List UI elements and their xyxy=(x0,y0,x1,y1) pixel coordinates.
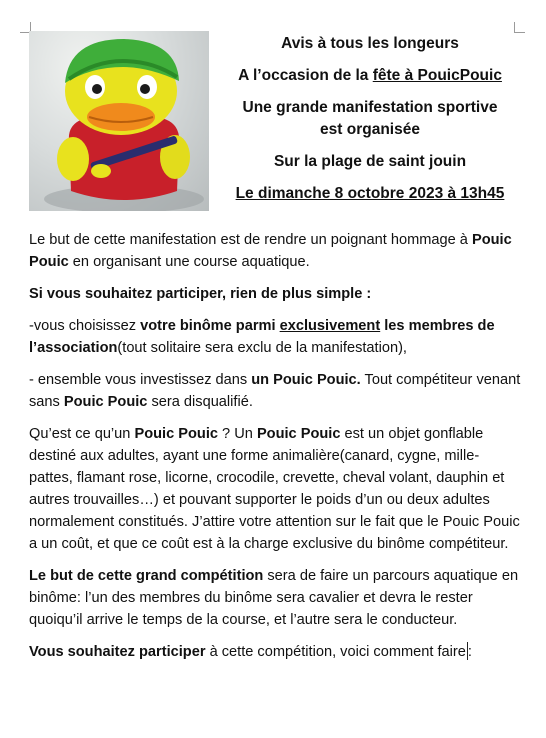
p3-text-e: (tout solitaire sera exclu de la manifestation), xyxy=(117,340,407,356)
p3-text-a: -vous choisissez xyxy=(29,318,141,334)
paragraph-5 xyxy=(29,423,523,555)
p7-text-c: : xyxy=(467,644,472,660)
p5-text-e: est un objet gonflable destiné aux adultes, ayant une forme animalière(canard, cygne, mille-pattes, flamant rose, licorne, crocodile, crevette, cheval volant, dauphin et autres trouvailles…) et pouvant supporter le poids d’un ou deux adultes normalement constitués. J’attire votre attention sur le fait que le Pouic Pouic a un coût, et que ce coût est à la charge exclusive du binôme compétiteur. xyxy=(29,426,520,552)
p7-text-b: à cette compétition, voici comment faire xyxy=(205,644,466,660)
document-body xyxy=(29,229,523,673)
heading-line-2-underlined: fête à PouicPouic xyxy=(372,67,502,84)
heading-line-4: Sur la plage de saint jouin xyxy=(273,153,467,170)
paragraph-2 xyxy=(29,283,523,305)
p6-bold: Le but de cette grand compétition xyxy=(29,568,264,584)
p4-text-e: sera disqualifié. xyxy=(147,394,253,410)
paragraph-1 xyxy=(29,229,523,273)
p2-bold: Si vous souhaitez participer, rien de plus simple : xyxy=(29,286,372,302)
p6-text-b: sera de faire un parcours aquatique en binôme: l’un des membres du binôme sera cavalier et devra le rester quoiqu’il arrive le temps de la course, et l’autre sera le conducteur. xyxy=(29,568,519,628)
heading-line-2-prefix: A l’occasion de la xyxy=(238,67,373,84)
heading-line-5-date: Le dimanche 8 octobre 2023 à 13h45 xyxy=(235,185,505,202)
p5-bold-b: Pouic Pouic xyxy=(134,426,218,442)
heading-line-3a: Une grande manifestation sportive xyxy=(242,99,498,116)
p1-text-a: Le but de cette manifestation est de rendre un poignant hommage à xyxy=(29,232,472,248)
rubber-duck-illustration xyxy=(29,31,209,211)
p3-bold-d: les membres de l’association xyxy=(29,318,495,356)
p4-bold-b: un Pouic Pouic. xyxy=(251,372,361,388)
paragraph-6 xyxy=(29,565,523,631)
crop-mark-top-right xyxy=(514,22,525,33)
p5-text-c: ? Un xyxy=(218,426,257,442)
heading-line-3b: est organisée xyxy=(320,121,420,138)
p5-text-a: Qu’est ce qu’un xyxy=(29,426,135,442)
paragraph-3 xyxy=(29,315,523,359)
p4-text-a: - ensemble vous investissez dans xyxy=(29,372,252,388)
p3-bold-b: votre binôme parmi xyxy=(140,318,280,334)
heading-line-2 xyxy=(214,65,526,87)
announcement-heading xyxy=(214,33,526,215)
paragraph-7 xyxy=(29,641,523,663)
heading-line-3 xyxy=(214,97,526,141)
p1-bold: Pouic Pouic xyxy=(29,232,512,270)
p4-bold-d: Pouic Pouic xyxy=(63,394,148,410)
p4-text-c: Tout compétiteur venant sans xyxy=(29,372,521,410)
heading-line-1: Avis à tous les longeurs xyxy=(281,35,459,52)
p3-bold-underlined: exclusivement xyxy=(279,318,381,334)
p1-text-c: en organisant une course aquatique. xyxy=(68,254,310,270)
rubber-duck-photo[interactable] xyxy=(29,31,209,211)
p5-bold-d: Pouic Pouic xyxy=(256,426,341,442)
p7-bold: Vous souhaitez participer xyxy=(29,644,206,660)
paragraph-4 xyxy=(29,369,523,413)
